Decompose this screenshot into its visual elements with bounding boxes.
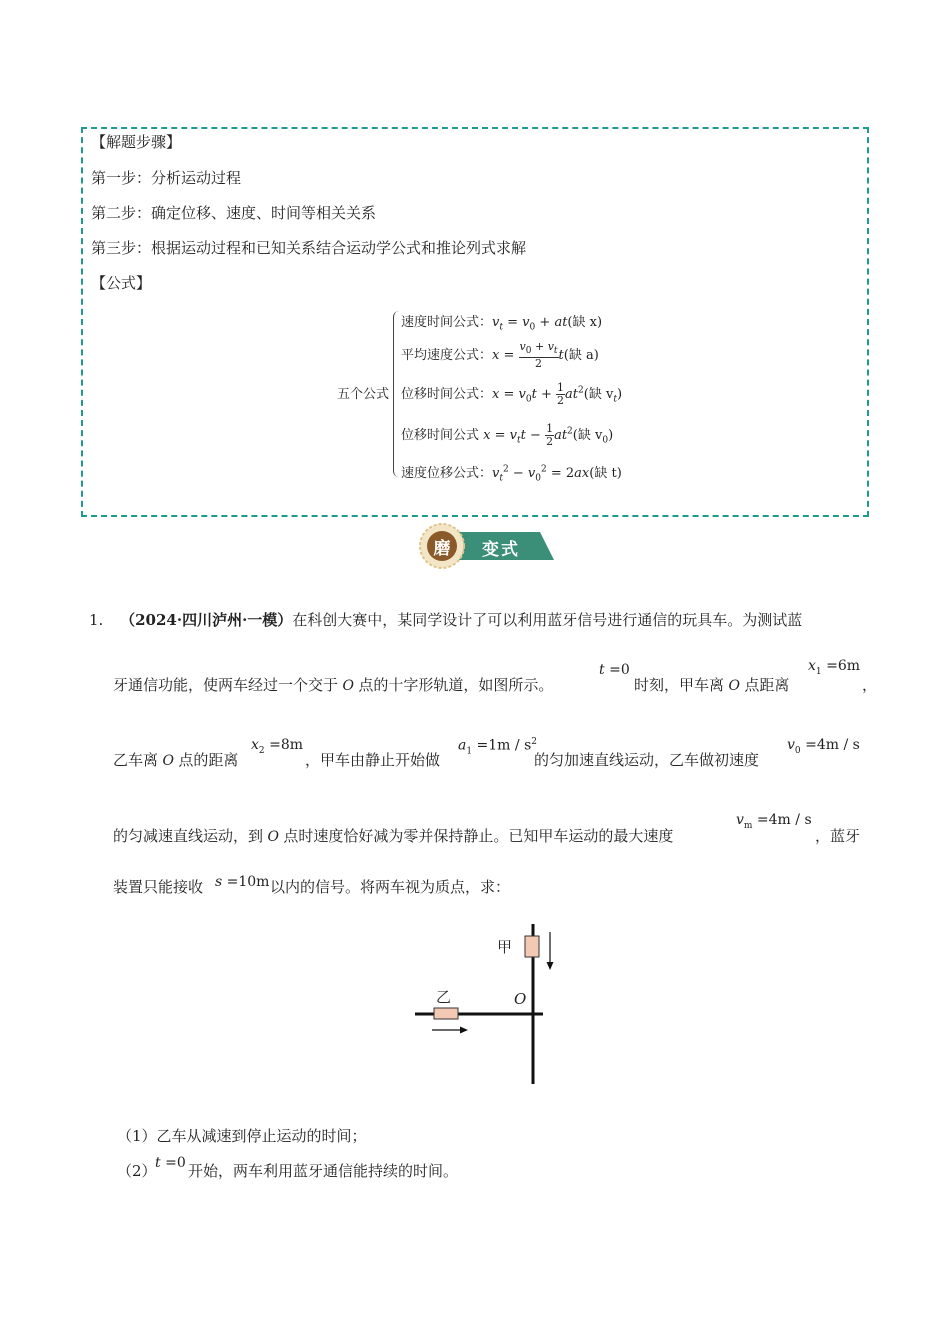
formula-average-velocity: 平均速度公式：x = $\frac{v_0 + v_t}{2}$ t(缺 a) bbox=[401, 340, 599, 371]
step-1: 第一步：分析运动过程 bbox=[91, 169, 242, 187]
question-source: （2024·四川泸州·一模） bbox=[120, 611, 293, 629]
math-x2: $x_2 =8m$ bbox=[251, 737, 304, 756]
question-line-4: 的匀减速直线运动，到 O 点时速度恰好减为零并保持静止。已知甲车运动的最大速度 bbox=[113, 827, 674, 845]
question-line-4b: ，蓝牙 bbox=[815, 827, 861, 845]
question-line-1 bbox=[89, 609, 802, 630]
formula-displacement-time-2: 位移时间公式 $x = v_tt$ − $\frac{1}{2}$ $at^2$(缺 $v_0$) bbox=[401, 422, 614, 448]
step-2: 第二步：确定位移、速度、时间等相关关系 bbox=[91, 204, 377, 222]
comma-1: ， bbox=[862, 676, 878, 694]
math-t-zero-2: t =0 bbox=[155, 1155, 186, 1171]
question-line-3: 乙车离 O 点的距离 bbox=[113, 751, 239, 769]
math-a1: $a_1 =1m / s^2$ bbox=[458, 737, 537, 757]
badge-label: 变式 bbox=[482, 540, 520, 560]
question-line-3b: ，甲车由静止开始做 bbox=[305, 751, 441, 769]
question-line-3c: 的匀加速直线运动，乙车做初速度 bbox=[534, 751, 760, 769]
formula-velocity-time: 速度时间公式：$v_t = v_0 + at$(缺 x) bbox=[401, 315, 603, 333]
math-s: s =10m bbox=[215, 874, 270, 890]
formula-group-label: 五个公式 bbox=[337, 387, 390, 402]
math-vm: $v_m =4m / s$ bbox=[736, 812, 812, 831]
math-x1: $x_1 =6m$ bbox=[808, 658, 861, 677]
formula-displacement-time-1: 位移时间公式：$x = v_0t$ + $\frac{1}{2}$ $at^2$(缺 $v_t$) bbox=[401, 381, 623, 407]
steps-heading: 【解题步骤】 bbox=[91, 133, 182, 151]
math-v0: $v_0 =4m / s$ bbox=[787, 737, 860, 756]
sub-question-2b: 开始，两车利用蓝牙通信能持续的时间。 bbox=[188, 1162, 459, 1180]
question-line-2: 牙通信功能，使两车经过一个交于 O 点的十字形轨道，如图所示。 bbox=[113, 676, 554, 694]
question-text-1: 在科创大赛中，某同学设计了可以利用蓝牙信号进行通信的玩具车。为测试蓝 bbox=[292, 611, 803, 629]
step-3: 第三步：根据运动过程和已知关系结合运动学公式和推论列式求解 bbox=[91, 239, 527, 257]
formula-velocity-displacement: 速度位移公式：$v_t^2 - v_0^2 = 2ax$(缺 t) bbox=[401, 464, 622, 484]
question-number: 1. bbox=[89, 611, 104, 629]
question-line-2b: 时刻，甲车离 O 点距离 bbox=[634, 676, 790, 694]
badge-circle-char: 磨 bbox=[433, 539, 451, 559]
formula-heading: 【公式】 bbox=[91, 274, 152, 292]
track-diagram bbox=[412, 920, 572, 1090]
variant-badge bbox=[418, 522, 554, 570]
math-t-zero: t =0 bbox=[599, 662, 630, 678]
origin-label: O bbox=[514, 990, 527, 1008]
sub-question-1: （1）乙车从减速到停止运动的时间； bbox=[117, 1127, 367, 1145]
car-jia-label: 甲 bbox=[497, 938, 513, 956]
sub-question-2: （2） bbox=[117, 1162, 157, 1180]
question-line-5: 装置只能接收 bbox=[113, 878, 204, 896]
question-line-5b: 以内的信号。将两车视为质点，求： bbox=[270, 878, 511, 896]
car-yi-label: 乙 bbox=[436, 988, 452, 1006]
